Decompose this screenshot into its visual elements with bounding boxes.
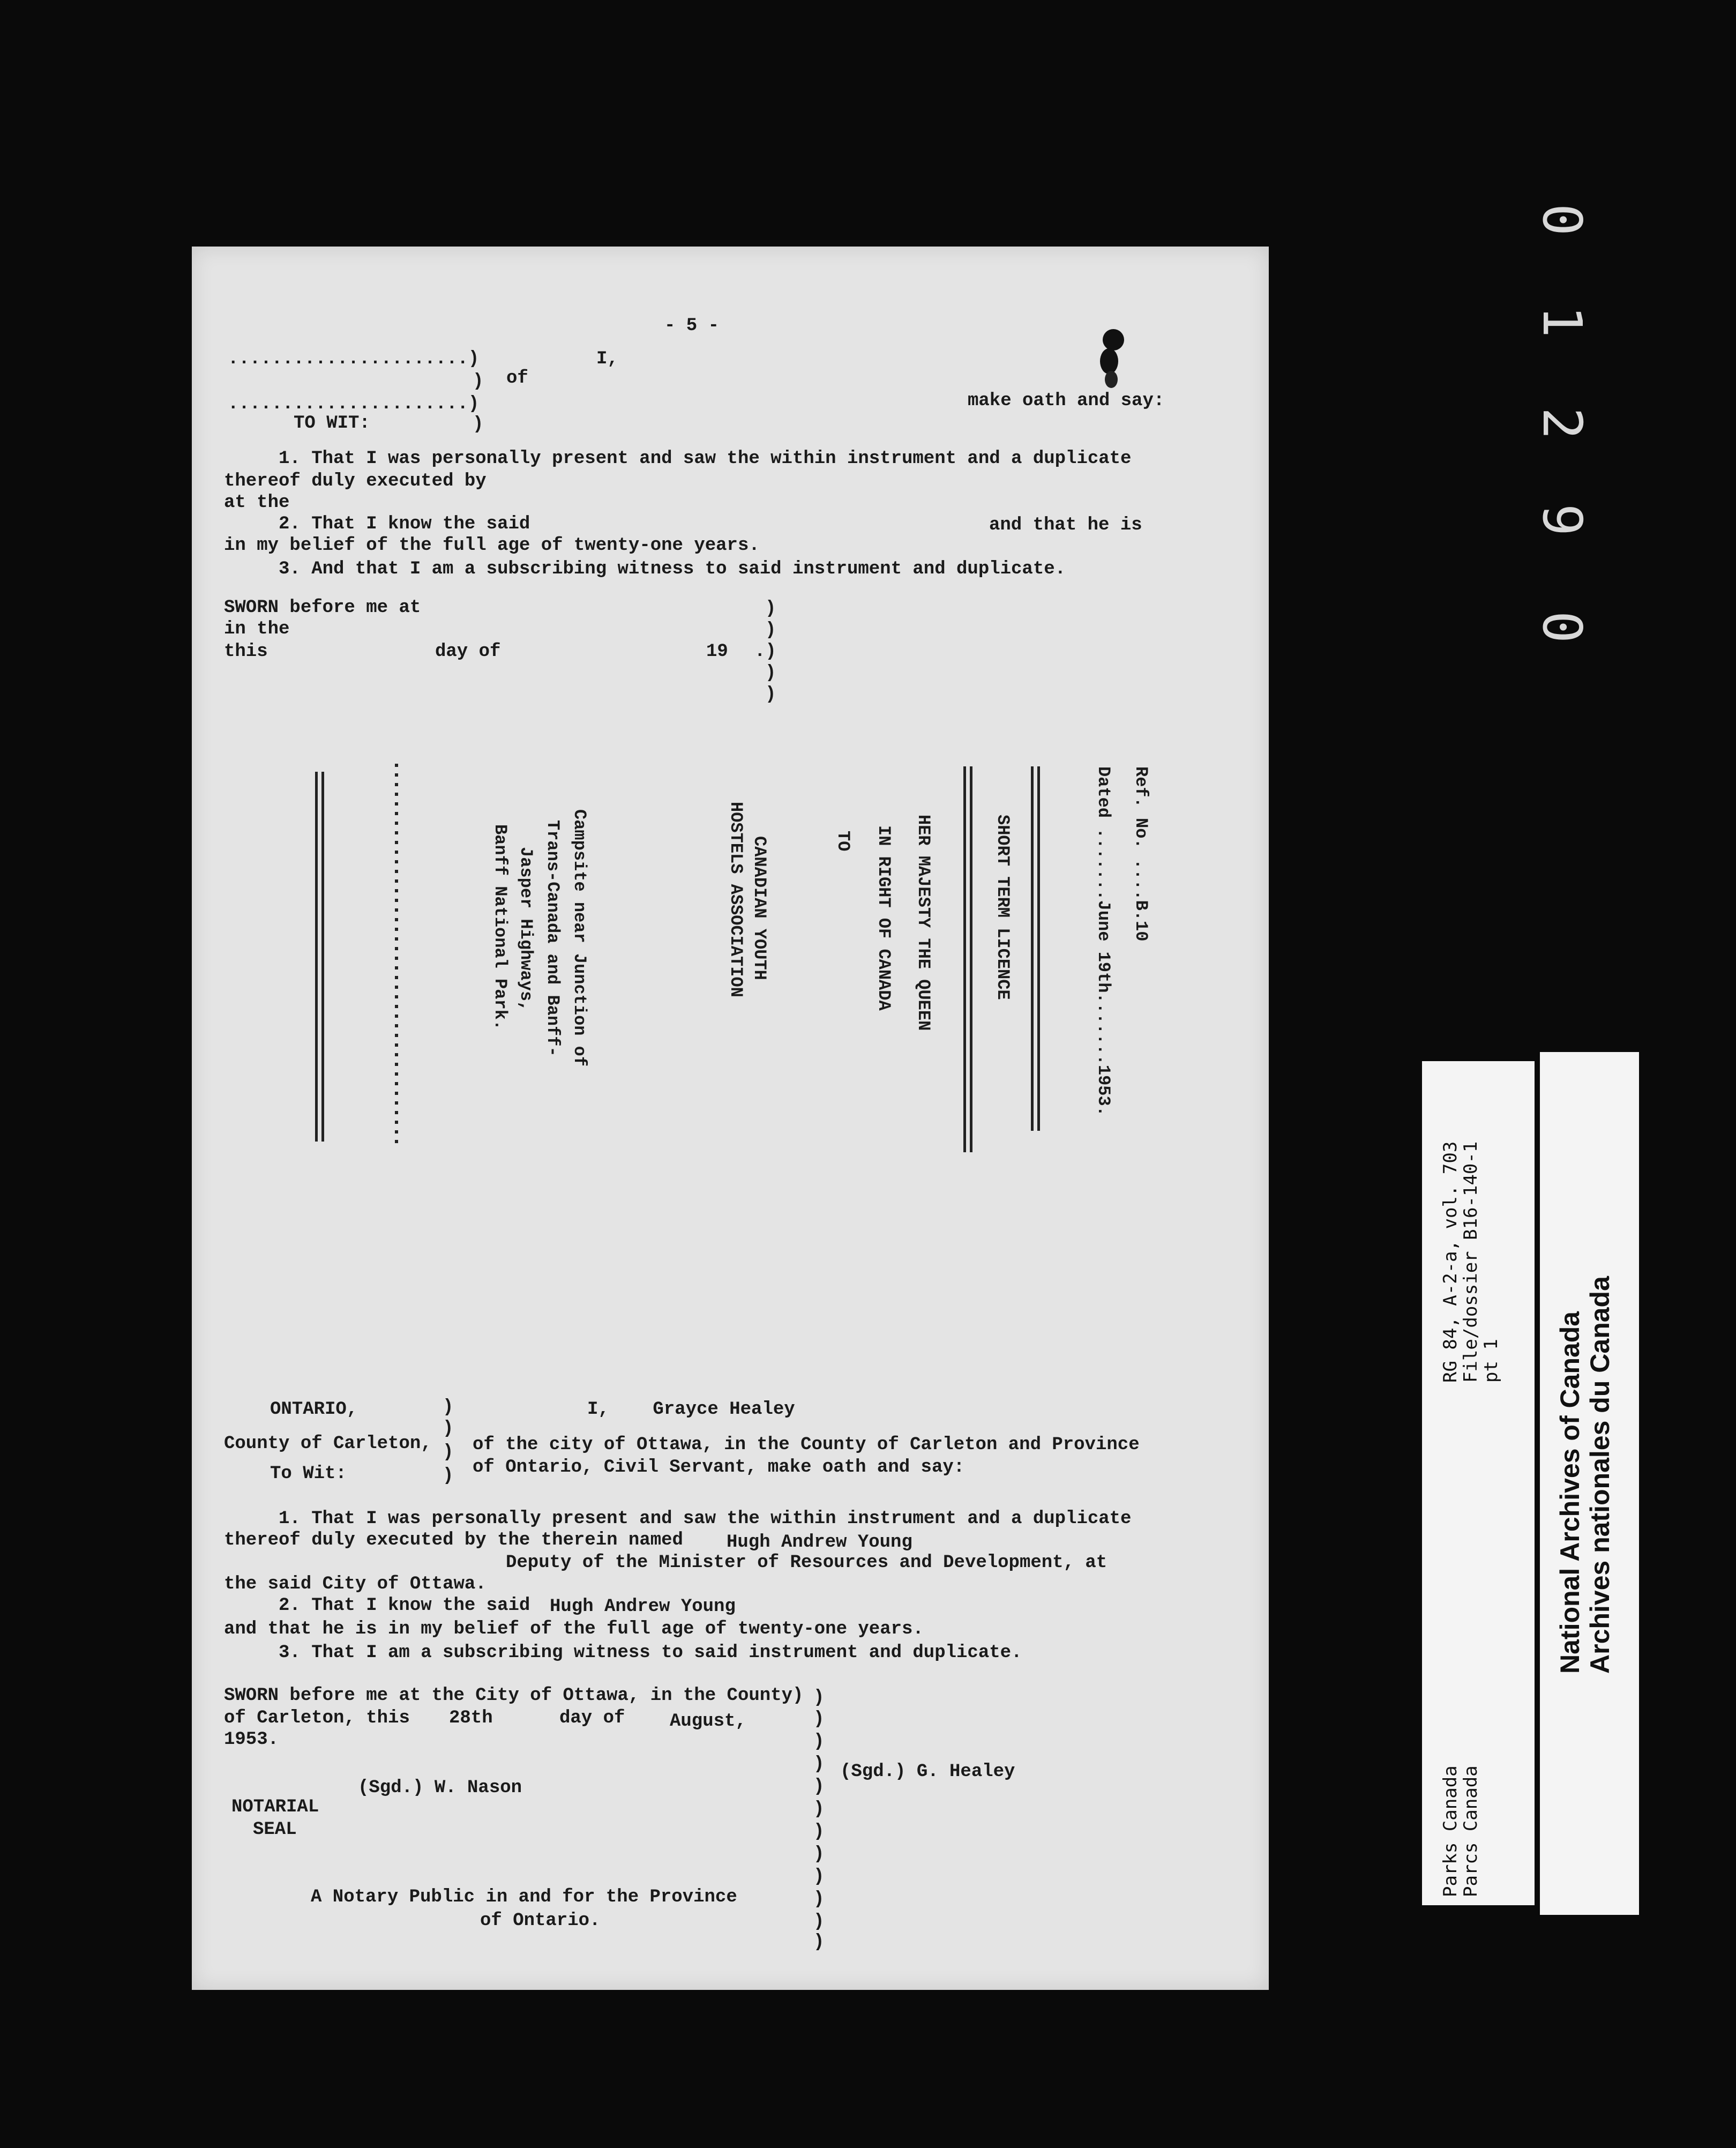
jurat-line-2: of Carleton, this [224,1708,410,1728]
paren: ) [813,1688,825,1708]
notarial-label: NOTARIAL [231,1797,319,1817]
paragraph-2-line-2: in my belief of the full age of twenty-one years. [224,535,760,556]
paren: ) [813,1754,825,1774]
jurat-month: August, [670,1711,746,1732]
jurat-day: 28th [449,1708,493,1728]
nac-english: National Archives of Canada [1555,1311,1585,1674]
paragraph-1-line-2: thereof duly executed by [224,471,487,491]
national-archives-label [1540,1052,1639,1915]
paragraph-1-line-3: at the [224,493,290,513]
party-canada: IN RIGHT OF CANADA [874,825,894,1011]
licence-title: SHORT TERM LICENCE [993,815,1013,1000]
notary-signature: (Sgd.) W. Nason [358,1778,522,1798]
paren: ) [813,1777,825,1797]
paragraph-2-line-1b: and that he is [989,515,1142,535]
endorsement-rule [1031,766,1034,1131]
frame-digit: 0 [1531,610,1593,644]
frame-digit: 2 [1531,407,1593,440]
parks-canada-fr: Parcs Canada [1460,1765,1481,1897]
paren: ) [473,371,484,392]
endorsement-rule [963,766,966,1152]
frame-digit: 0 [1531,203,1593,236]
archive-ref-line-2: File/dossier B16-140-1 [1460,1141,1481,1383]
lower-paragraph-2-line-1: 2. That I know the said [279,1595,530,1616]
paragraph-3: 3. And that I am a subscribing witness to said instrument and duplicate. [279,559,1066,579]
paragraph-1-line-1: 1. That I was personally present and saw the within instrument and a duplicate [279,449,1132,469]
to-label: TO [833,831,853,852]
dots-line-2: ......................) [228,394,480,414]
nac-french: Archives nationales du Canada [1585,1276,1615,1674]
archive-reference-label [1422,1061,1535,1905]
jurat-year: 1953. [224,1729,279,1750]
endorsement-rule [315,772,318,1142]
this-line: this [224,642,268,662]
page-number: - 5 - [664,316,720,336]
notary-title-2: of Ontario. [480,1911,601,1931]
ink-blot [1099,328,1124,392]
site-description-1: Campsite near Junction of [570,809,589,1067]
lower-paragraph-1-line-3: Deputy of the Minister of Resources and Development, at [506,1553,1108,1573]
lower-paragraph-3: 3. That I am a subscribing witness to said instrument and duplicate. [279,1643,1022,1663]
known-name: Hugh Andrew Young [550,1597,736,1617]
paren: ) [443,1442,454,1463]
lower-paragraph-1-line-1: 1. That I was personally present and saw the within instrument and a duplicate [279,1509,1132,1529]
paren: ) [765,684,776,705]
sworn-line: SWORN before me at [224,598,421,618]
frame-number [1532,193,1591,659]
frame-digit: 9 [1531,503,1593,536]
jurat-day-of: day of [559,1708,625,1728]
form-field-of: of [506,368,528,389]
paren: ) [765,599,776,619]
paren: ) [443,1466,454,1486]
paren: .) [754,642,776,662]
paren: ) [813,1912,825,1932]
form-field-i: I, [596,349,618,369]
site-description-2: Trans-Canada and Banff- [543,820,563,1057]
paren: ) [813,1889,825,1910]
site-description-3: Jasper Highways, [516,847,536,1012]
county-carleton: County of Carleton, [224,1434,432,1454]
paren: ) [813,1844,825,1864]
paren: ) [765,620,776,640]
affiant-name: I, Grayce Healey [587,1399,795,1420]
affiant-address-1: of the city of Ottawa, in the County of Carleton and Province [473,1435,1140,1455]
paren: ) [813,1932,825,1952]
year-label: 19 [706,642,728,662]
dots-line-1: ......................) [228,349,480,369]
archive-ref-line-3: pt 1 [1480,1339,1502,1383]
executor-name: Hugh Andrew Young [727,1532,912,1553]
paren: ) [473,414,484,435]
affiant-address-2: of Ontario, Civil Servant, make oath and say: [473,1457,965,1478]
archive-ref-line-1: RG 84, A-2-a, vol. 703 [1440,1141,1461,1383]
party-cyha-2: HOSTELS ASSOCIATION [726,802,746,997]
party-cyha-1: CANADIAN YOUTH [750,836,769,980]
notary-title-1: A Notary Public in and for the Province [311,1887,737,1907]
paragraph-2-line-1: 2. That I know the said [279,514,530,534]
party-queen: HER MAJESTY THE QUEEN [914,815,933,1031]
endorsement-rule [970,766,972,1152]
province-ontario: ONTARIO, [270,1399,358,1420]
endorsement-rule [1037,766,1040,1131]
make-oath-text: make oath and say: [968,391,1165,411]
paren: ) [813,1732,825,1752]
endorsement-rule [321,772,324,1142]
parks-canada-en: Parks Canada [1440,1765,1461,1897]
paren: ) [813,1822,825,1842]
lower-paragraph-2-line-2: and that he is in my belief of the full age of twenty-one years. [224,1619,924,1639]
jurat-line-1: SWORN before me at the City of Ottawa, in the County) [224,1685,804,1706]
dotted-line [394,764,399,1150]
paren: ) [443,1397,454,1418]
seal-label: SEAL [253,1819,297,1840]
to-wit-label: TO WIT: [294,413,370,434]
frame-digit: 1 [1531,305,1593,338]
site-description-4: Banff National Park. [490,824,510,1031]
lower-paragraph-1-line-2: thereof duly executed by the therein named [224,1530,683,1550]
paren: ) [443,1419,454,1439]
to-wit-label-2: To Wit: [270,1464,347,1484]
day-of-label: day of [435,642,501,662]
paren: ) [813,1799,825,1819]
paren: ) [813,1867,825,1887]
lower-paragraph-1-line-4: the said City of Ottawa. [224,1574,487,1594]
paren: ) [813,1709,825,1729]
paren: ) [765,663,776,683]
dated-line: Dated .......June 19th.......1953. [1094,766,1113,1116]
ref-number: Ref. No. ....B.10 [1131,766,1151,942]
affiant-signature: (Sgd.) G. Healey [840,1762,1015,1782]
in-the-line: in the [224,619,290,639]
